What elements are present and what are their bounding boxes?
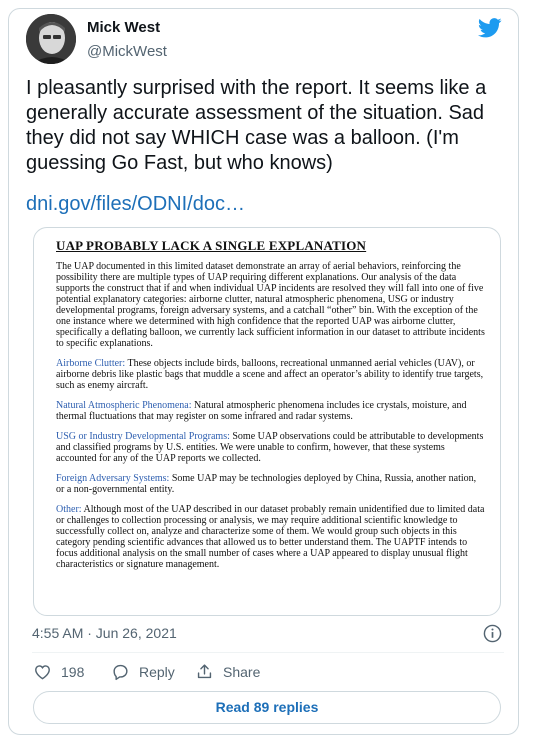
attached-document-image[interactable]: [33, 227, 501, 616]
read-replies-button[interactable]: Read 89 replies: [33, 691, 501, 724]
document-section: [56, 473, 486, 495]
document-intro: The UAP documented in this limited dataset demonstrate an array of aerial behaviors, reinforcing the possibility there are multiple types of UAP requiring different explanations. Our analysis of the data supports the construct that if and when individual UAP incidents are resolved they will fall into one of five potential explanatory categories: airborne clutter, natural atmospheric phenomena, USG or industry developmental programs, foreign adversary systems, and a catchall “other” bin. With the exception of the one instance where we determined with high confidence that the reported UAP was airborne clutter, specifically a deflating balloon, we currently lack sufficient information in our dataset to attribute incidents to specific explanations.: [56, 261, 485, 349]
section-text: These objects include birds, balloons, recreational unmanned aerial vehicles (UAV), or airborne debris like plastic bags that muddle a scene and affect an operator’s ability to identify true targets, such as enemy aircraft.: [56, 358, 484, 391]
document-section: [56, 358, 486, 391]
share-button[interactable]: [195, 662, 260, 681]
info-icon[interactable]: [483, 624, 502, 643]
like-button[interactable]: [33, 662, 84, 681]
share-label: Share: [223, 663, 261, 680]
twitter-bird-icon[interactable]: [478, 18, 502, 38]
document-content: [56, 238, 486, 570]
avatar[interactable]: [26, 14, 76, 64]
heart-icon: [33, 662, 52, 681]
section-text: Some UAP observations could be attributable to developments and classified programs by U.S. entities. We were unable to confirm, however, that these systems accounted for any of the UAP reports we collected.: [56, 431, 484, 464]
tweet-timestamp[interactable]: 4:55 AM · Jun 26, 2021: [32, 625, 177, 641]
reply-button[interactable]: [111, 662, 175, 681]
section-text: Some UAP may be technologies deployed by China, Russia, another nation, or a non-governmental entity.: [56, 473, 477, 495]
avatar-photo: [26, 14, 76, 64]
document-section: [56, 400, 486, 422]
like-count: 198: [61, 663, 85, 680]
section-text: Natural atmospheric phenomena includes ice crystals, moisture, and thermal fluctuations that may register on some infrared and radar systems.: [56, 400, 467, 422]
reply-label: Reply: [139, 663, 175, 680]
author-name[interactable]: Mick West: [87, 19, 161, 36]
reply-bubble-icon: [111, 662, 130, 681]
document-section: [56, 431, 486, 464]
author-handle[interactable]: @MickWest: [87, 43, 167, 60]
section-label: USG or Industry Developmental Programs:: [56, 431, 230, 442]
section-label: Airborne Clutter:: [56, 358, 126, 369]
section-label: Natural Atmospheric Phenomena:: [56, 400, 192, 411]
section-label: Other:: [56, 504, 82, 515]
section-label: Foreign Adversary Systems:: [56, 473, 170, 484]
divider: [32, 652, 504, 653]
document-title: UAP PROBABLY LACK A SINGLE EXPLANATION: [56, 238, 367, 253]
section-text: Although most of the UAP described in our dataset probably remain unidentified due to limited data or challenges to collection processing or analysis, we may require additional scientific knowledge to successfully collect on, analyze and characterize some of them. We would group such objects in this category pending scientific advances that allowed us to better understand them. The UAPTF intends to focus additional analysis on the small number of cases where a UAP appeared to display unusual flight characteristics or signature management.: [56, 504, 485, 570]
tweet-text: I pleasantly surprised with the report. It seems like a generally accurate assessment of the situation. Sad they did not say WHICH case was a balloon. (I'm guessing Go Fast, but who knows): [26, 77, 487, 174]
document-section: [56, 504, 486, 570]
share-icon: [195, 662, 214, 681]
tweet-link[interactable]: dni.gov/files/ODNI/doc…: [26, 193, 245, 215]
